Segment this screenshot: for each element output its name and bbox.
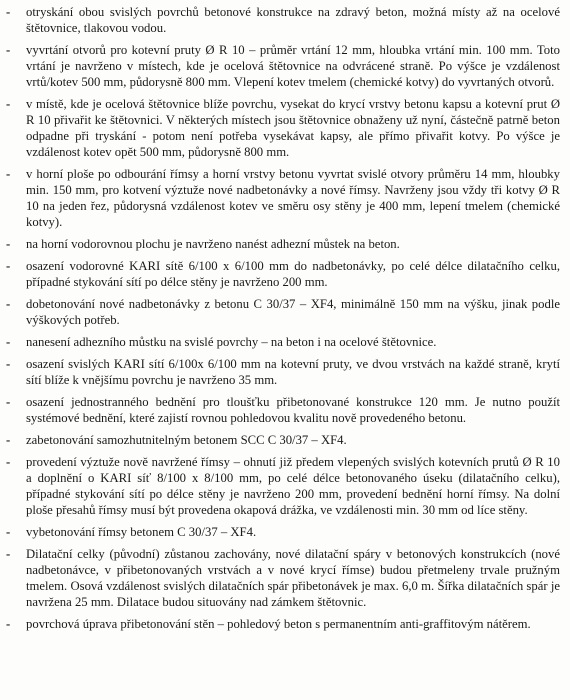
bullet-dash: - xyxy=(6,433,11,447)
list-item-text: provedení výztuže nově navržené římsy – ohnutí již předem vlepených svislých kotevních prutů Ø R 10 a doplnění o KARI síť 8/100 x 8/100 mm, po celé délce betonovaného úseku (dilatačního celku), případné stykování sítí po délce stěny je navrženo 200 mm, provedení bednění horní římsy. Na dolní ploše přesahů římsy musí být provedena okapová drážka, ve vzdálenosti min. 30 mm od líce stěny. xyxy=(26,455,560,517)
list-item xyxy=(0,524,570,540)
bullet-dash: - xyxy=(6,455,11,469)
list-item xyxy=(0,432,570,448)
list-item xyxy=(0,96,570,160)
bullet-dash: - xyxy=(6,617,11,631)
list-item-text: vyvrtání otvorů pro kotevní pruty Ø R 10 – průměr vrtání 12 mm, hloubka vrtání min. 100 mm. Toto vrtání je navrženo v místech, kde je ocelová štětovnice na odvrácené straně. Po výšce je vzdálenost vrtů/kotev 500 mm, půdorysně 800 mm. Vlepení kotev tmelem (chemické kotvy) do vyvrtaných otvorů. xyxy=(26,43,560,89)
list-item xyxy=(0,296,570,328)
bullet-dash: - xyxy=(6,335,11,349)
list-item-text: otryskání obou svislých povrchů betonové konstrukce na zdravý beton, možná místy až na ocelové štětovnice, tlakovou vodou. xyxy=(26,5,560,35)
list-item xyxy=(0,546,570,610)
list-item-text: v horní ploše po odbourání římsy a horní vrstvy betonu vyvrtat svislé otvory průměru 14 mm, hloubky min. 150 mm, pro kotvení výztuže nové nadbetonávky a nové římsy. Navrženy jsou vždy tři kotvy Ø R 10 na jeden řez, půdorysná vzdálenost kotev ve směru osy stěny je 400 mm, lepení tmelem (chemické kotvy). xyxy=(26,167,560,229)
bullet-dash: - xyxy=(6,525,11,539)
list-item xyxy=(0,616,570,632)
list-item xyxy=(0,356,570,388)
list-item-text: dobetonování nové nadbetonávky z betonu C 30/37 – XF4, minimálně 150 mm na výšku, jinak podle výškových potřeb. xyxy=(26,297,560,327)
list-item-text: osazení svislých KARI sítí 6/100x 6/100 mm na kotevní pruty, ve dvou vrstvách na každé straně, krytí sítí blíže k vnějšímu povrchu je navrženo 35 mm. xyxy=(26,357,560,387)
bullet-dash: - xyxy=(6,297,11,311)
bullet-dash: - xyxy=(6,357,11,371)
bullet-dash: - xyxy=(6,547,11,561)
list-item-text: povrchová úprava přibetonování stěn – pohledový beton s permanentním anti-graffitovým nátěrem. xyxy=(26,617,531,631)
list-item-text: Dilatační celky (původní) zůstanou zachovány, nové dilatační spáry v betonových konstrukcích (nové nadbetonávce, v přibetonovaných vrstvách a v nové krycí římse) budou přetmeleny trvale pružným tmelem. Osová vzdálenost svislých dilatačních spár přibetonávek je max. 6,0 m. Šířka dilatačních spár je navržena 25 mm. Dilatace budou situovány nad zámkem štětovnic. xyxy=(26,547,560,609)
list-item-text: vybetonování římsy betonem C 30/37 – XF4. xyxy=(26,525,257,539)
list-item xyxy=(0,4,570,36)
list-item-text: na horní vodorovnou plochu je navrženo nanést adhezní můstek na beton. xyxy=(26,237,400,251)
bullet-dash: - xyxy=(6,167,11,181)
list-item xyxy=(0,454,570,518)
list-item-text: v místě, kde je ocelová štětovnice blíže povrchu, vysekat do krycí vrstvy betonu kapsu a kotevní prut Ø R 10 přivařit ke štětovnici. V některých místech jsou štětovnice obnaženy už nyní, částečně patrně beton odpadne při tryskání - potom není potřeba vysekávat kapsy, ale přímo přivařit kotvy. Po výšce je vzdálenost kotev opět 500 mm, půdorysně 800 mm. xyxy=(26,97,560,159)
list-item-text: nanesení adhezního můstku na svislé povrchy – na beton i na ocelové štětovnice. xyxy=(26,335,437,349)
list-item-text: zabetonování samozhutnitelným betonem SCC C 30/37 – XF4. xyxy=(26,433,347,447)
list-item xyxy=(0,236,570,252)
list-item-text: osazení vodorovné KARI sítě 6/100 x 6/100 mm do nadbetonávky, po celé délce dilatačního celku, případné stykování sítí po délce stěny je navrženo 200 mm. xyxy=(26,259,560,289)
list-item xyxy=(0,394,570,426)
list-item xyxy=(0,258,570,290)
bullet-dash: - xyxy=(6,43,11,57)
list-item xyxy=(0,42,570,90)
bullet-dash: - xyxy=(6,97,11,111)
bullet-dash: - xyxy=(6,395,11,409)
list-item-text: osazení jednostranného bednění pro tloušťku přibetonované konstrukce 120 mm. Je nutno použít systémové bednění, které zajistí rovnou pohledovou kvalitu nově provedeného betonu. xyxy=(26,395,560,425)
list-item xyxy=(0,334,570,350)
bullet-dash: - xyxy=(6,259,11,273)
list-item xyxy=(0,166,570,230)
bullet-dash: - xyxy=(6,5,11,19)
bullet-dash: - xyxy=(6,237,11,251)
